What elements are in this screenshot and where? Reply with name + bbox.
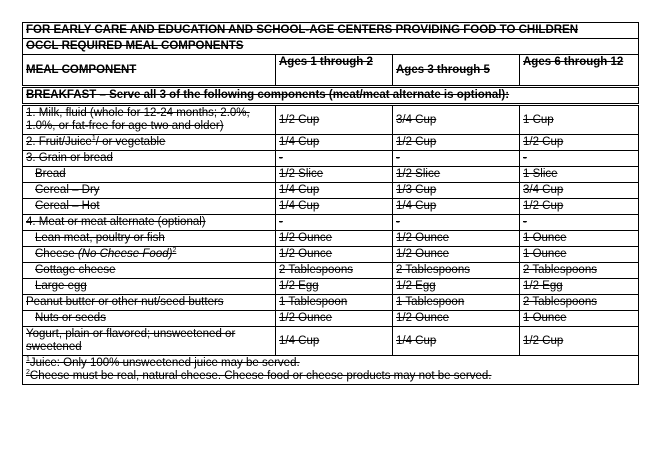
document-subtitle: OCCL REQUIRED MEAL COMPONENTS — [23, 39, 639, 55]
amount-ages-1-2: 1 Tablespoon — [276, 295, 393, 311]
amount-ages-3-5: 1/2 Egg — [393, 279, 520, 295]
amount-ages-1-2: 1/2 Ounce — [276, 231, 393, 247]
footnote-text: Juice: Only 100% unsweetened juice may be served. — [29, 357, 300, 369]
component-name: Lean meat, poultry or fish — [23, 231, 276, 247]
component-name: Cereal – Hot — [23, 199, 276, 215]
footnote-marker: 2 — [172, 247, 177, 255]
amount-ages-6-12: - — [520, 151, 639, 167]
footnotes-row — [23, 356, 639, 385]
amount-ages-3-5: 1/4 Cup — [393, 327, 520, 356]
amount-ages-1-2: - — [276, 151, 393, 167]
table-row — [23, 311, 639, 327]
amount-ages-1-2: 1/4 Cup — [276, 199, 393, 215]
component-name: Yogurt, plain or flavored; unsweetened or sweetened — [23, 327, 276, 356]
amount-ages-6-12: 1 Ounce — [520, 231, 639, 247]
amount-ages-1-2: 1/2 Slice — [276, 167, 393, 183]
amount-ages-1-2: 1/2 Ounce — [276, 311, 393, 327]
component-name-italic: (No Cheese Food) — [77, 248, 173, 260]
table-row — [23, 215, 639, 231]
amount-ages-1-2: 1/2 Egg — [276, 279, 393, 295]
amount-ages-3-5: - — [393, 215, 520, 231]
amount-ages-6-12: 1/2 Egg — [520, 279, 639, 295]
meal-components-table — [22, 22, 639, 385]
amount-ages-1-2: 1/4 Cup — [276, 327, 393, 356]
table-row — [23, 279, 639, 295]
amount-ages-1-2: 1/2 Cup — [276, 105, 393, 135]
header-ages-1-2: Ages 1 through 2 — [276, 55, 393, 87]
amount-ages-1-2: 2 Tablespoons — [276, 263, 393, 279]
component-name — [23, 247, 276, 263]
table-row — [23, 263, 639, 279]
amount-ages-1-2: 1/2 Ounce — [276, 247, 393, 263]
header-ages-6-12: Ages 6 through 12 — [520, 55, 639, 87]
table-row — [23, 231, 639, 247]
column-header-row — [23, 55, 639, 87]
amount-ages-3-5: 1/2 Cup — [393, 135, 520, 151]
title-row — [23, 23, 639, 39]
amount-ages-3-5: 1/2 Ounce — [393, 311, 520, 327]
footnote-marker: 1 — [26, 356, 30, 364]
amount-ages-3-5: 1/2 Ounce — [393, 247, 520, 263]
footnote-text: Cheese must be real, natural cheese. Cheese food or cheese products may not be served. — [29, 370, 492, 382]
component-name: 3. Grain or bread — [23, 151, 276, 167]
amount-ages-6-12: 1/2 Cup — [520, 199, 639, 215]
amount-ages-1-2: 1/4 Cup — [276, 135, 393, 151]
footnote-marker: 2 — [26, 369, 30, 377]
amount-ages-6-12: - — [520, 215, 639, 231]
amount-ages-6-12: 1/2 Cup — [520, 327, 639, 356]
table-row — [23, 167, 639, 183]
amount-ages-6-12: 1 Cup — [520, 105, 639, 135]
footnote-2 — [26, 370, 635, 383]
table-row — [23, 295, 639, 311]
component-name — [23, 135, 276, 151]
amount-ages-3-5: 1/2 Ounce — [393, 231, 520, 247]
component-name: Cereal – Dry — [23, 183, 276, 199]
table-row — [23, 105, 639, 135]
component-name-text: 2. Fruit/Juice — [26, 136, 92, 148]
table-row — [23, 183, 639, 199]
table-row — [23, 135, 639, 151]
amount-ages-6-12: 1 Slice — [520, 167, 639, 183]
amount-ages-6-12: 2 Tablespoons — [520, 295, 639, 311]
amount-ages-3-5: 2 Tablespoons — [393, 263, 520, 279]
component-name-suffix: / or vegetable — [95, 136, 166, 148]
amount-ages-3-5: 3/4 Cup — [393, 105, 520, 135]
amount-ages-1-2: 1/4 Cup — [276, 183, 393, 199]
footnote-marker: 1 — [91, 135, 96, 143]
document-title: FOR EARLY CARE AND EDUCATION AND SCHOOL-AGE CENTERS PROVIDING FOOD TO CHILDREN — [23, 23, 639, 39]
component-name: Large egg — [23, 279, 276, 295]
amount-ages-6-12: 1 Ounce — [520, 311, 639, 327]
section-breakfast: BREAKFAST – Serve all 3 of the following components (meat/meat alternate is optional): — [23, 87, 639, 105]
component-name: Cottage cheese — [23, 263, 276, 279]
amount-ages-6-12: 2 Tablespoons — [520, 263, 639, 279]
amount-ages-3-5: 1/4 Cup — [393, 199, 520, 215]
amount-ages-3-5: 1 Tablespoon — [393, 295, 520, 311]
section-row — [23, 87, 639, 105]
amount-ages-6-12: 3/4 Cup — [520, 183, 639, 199]
table-row — [23, 199, 639, 215]
footnotes — [23, 356, 639, 385]
table-row — [23, 327, 639, 356]
subtitle-row — [23, 39, 639, 55]
header-meal-component: MEAL COMPONENT — [23, 55, 276, 87]
amount-ages-3-5: - — [393, 151, 520, 167]
meal-components-document — [22, 22, 638, 385]
component-name: 4. Meat or meat alternate (optional) — [23, 215, 276, 231]
header-ages-3-5: Ages 3 through 5 — [393, 55, 520, 87]
amount-ages-3-5: 1/2 Slice — [393, 167, 520, 183]
table-row — [23, 151, 639, 167]
component-name: Nuts or seeds — [23, 311, 276, 327]
amount-ages-6-12: 1/2 Cup — [520, 135, 639, 151]
table-row — [23, 247, 639, 263]
footnote-1 — [26, 357, 635, 370]
component-name: Peanut butter or other nut/seed butters — [23, 295, 276, 311]
component-name: Bread — [23, 167, 276, 183]
amount-ages-6-12: 1 Ounce — [520, 247, 639, 263]
amount-ages-3-5: 1/3 Cup — [393, 183, 520, 199]
amount-ages-1-2: - — [276, 215, 393, 231]
component-name: 1. Milk, fluid (whole for 12-24 months; 2.0%, 1.0%, or fat-free for age two and older) — [23, 105, 276, 135]
component-name-text: Cheese — [35, 248, 78, 260]
